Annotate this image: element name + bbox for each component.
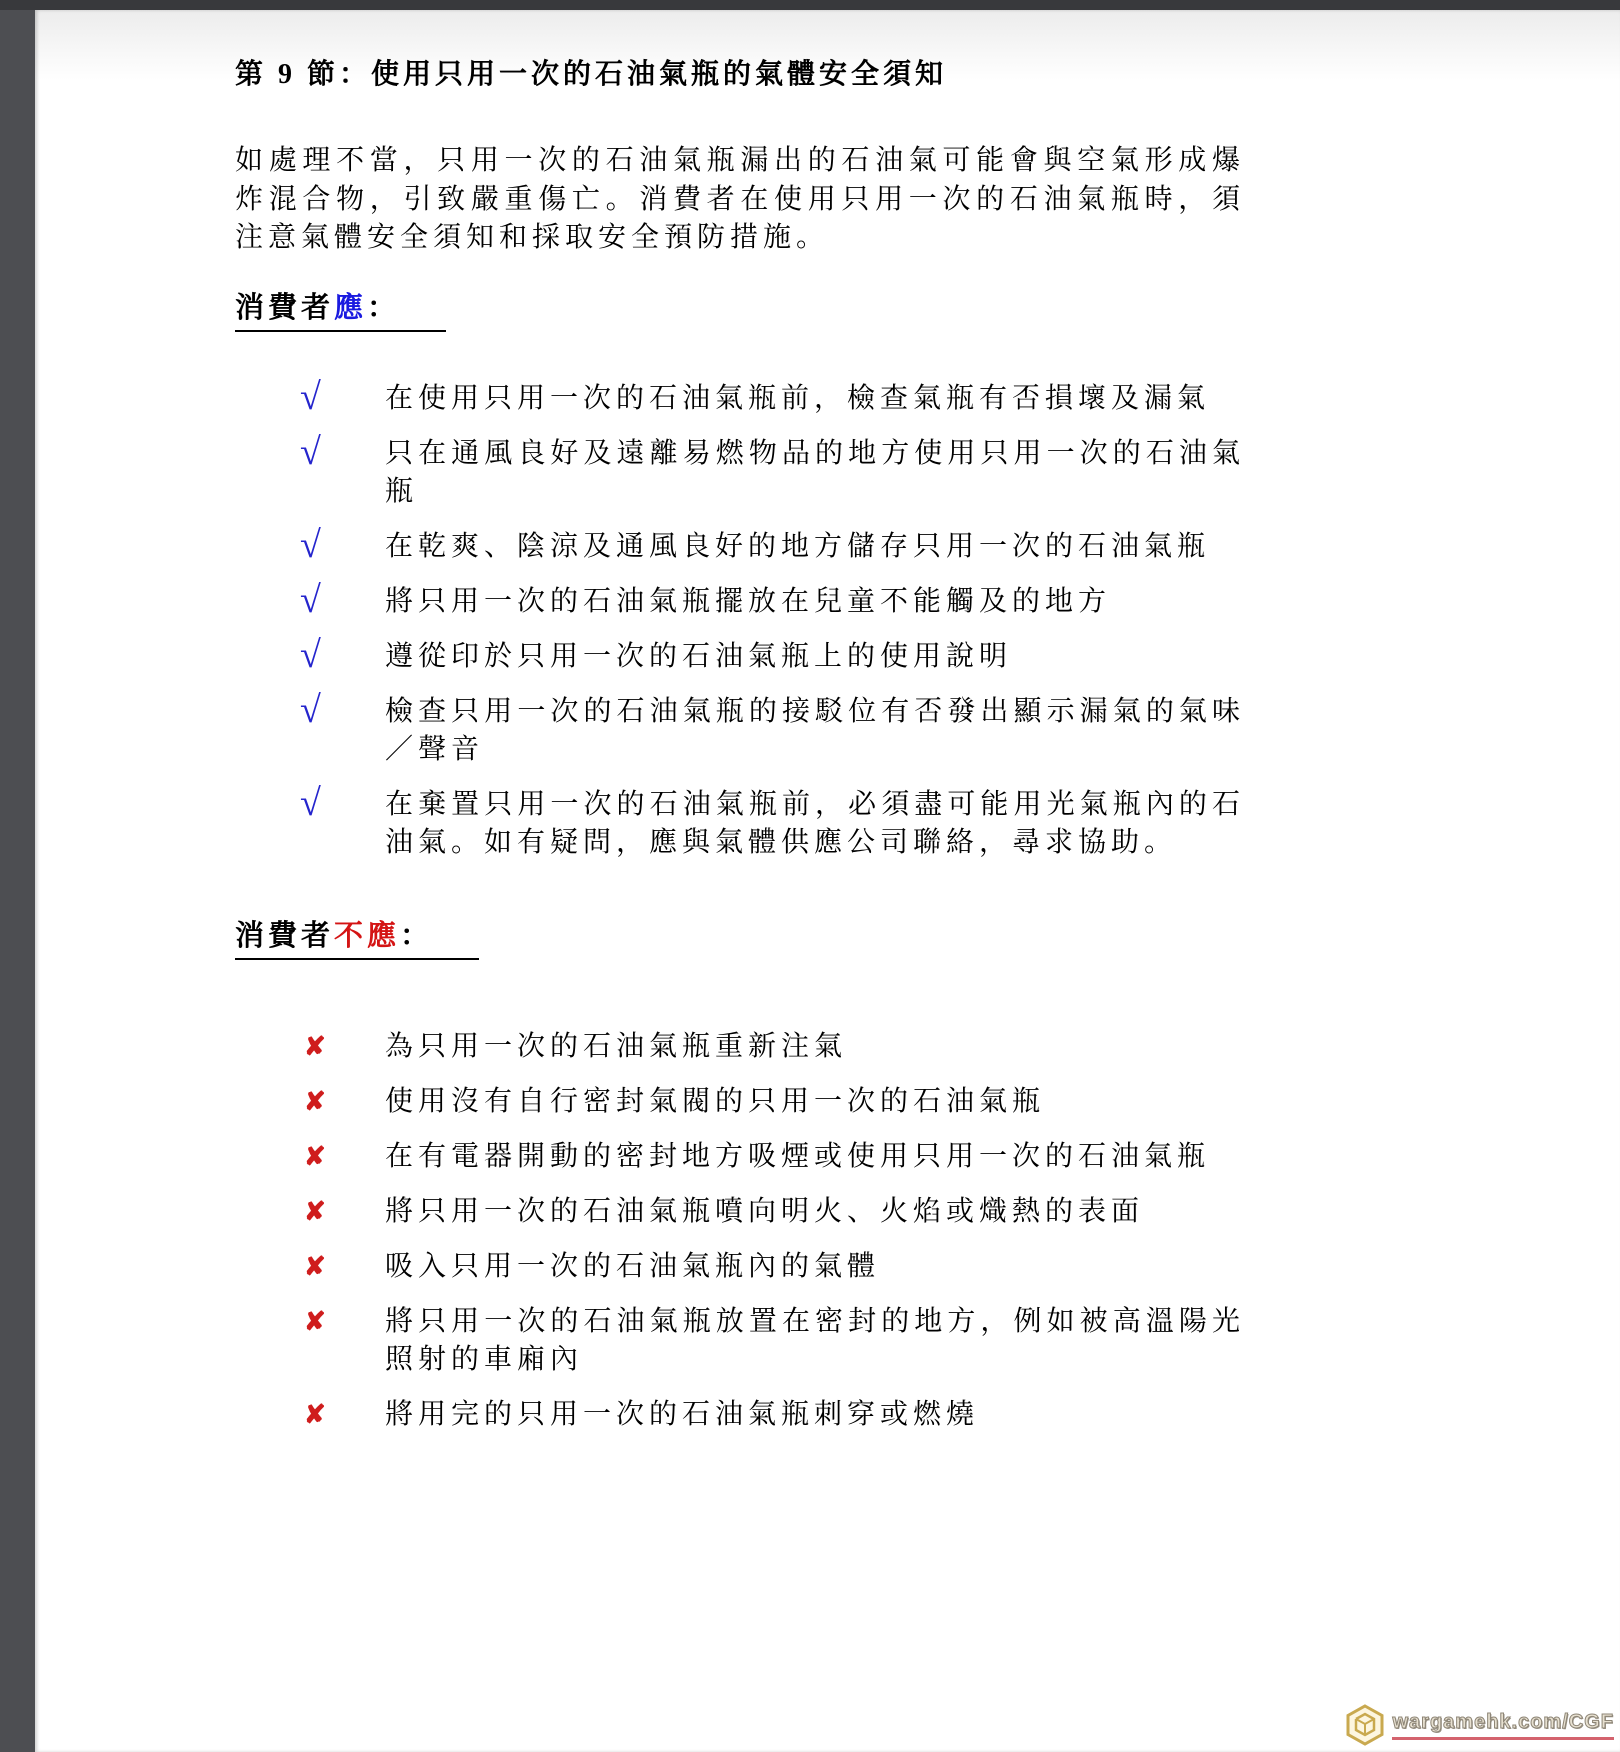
should-not-list: [235, 1028, 1245, 1434]
cross-icon: ✘: [304, 1031, 326, 1061]
check-marker-cell: [300, 633, 385, 676]
cross-marker-cell: [300, 1028, 385, 1066]
should-item-text: 在使用只用一次的石油氣瓶前，檢查氣瓶有否損壞及漏氣: [385, 382, 1211, 414]
should-item-text: 遵從印於只用一次的石油氣瓶上的使用說明: [385, 640, 1013, 672]
check-icon: √: [300, 375, 321, 418]
should-list-item: [235, 523, 1245, 566]
should-not-item-text: 將用完的只用一次的石油氣瓶刺穿或燃燒: [385, 1398, 980, 1430]
should-list-item: [235, 578, 1245, 621]
should-not-list-item: [235, 1396, 1245, 1434]
cross-icon: ✘: [304, 1251, 326, 1281]
should-heading: [235, 288, 1245, 332]
should-not-list-item: [235, 1138, 1245, 1176]
should-list: [235, 375, 1245, 862]
cross-marker-cell: [300, 1193, 385, 1231]
should-item-text: 只在通風良好及遠離易燃物品的地方使用只用一次的石油氣瓶: [385, 437, 1245, 507]
should-list-item: [235, 633, 1245, 676]
cross-marker-cell: [300, 1248, 385, 1286]
should-list-item: [235, 688, 1245, 769]
should-item-text: 將只用一次的石油氣瓶擺放在兒童不能觸及的地方: [385, 585, 1112, 617]
cross-marker-cell: [300, 1396, 385, 1434]
cross-marker-cell: [300, 1083, 385, 1121]
should-not-item-text: 在有電器開動的密封地方吸煙或使用只用一次的石油氣瓶: [385, 1140, 1211, 1172]
should-list-item: [235, 430, 1245, 511]
intro-paragraph: 如處理不當，只用一次的石油氣瓶漏出的石油氣可能會與空氣形成爆炸混合物，引致嚴重傷亡。消費者在使用只用一次的石油氣瓶時，須注意氣體安全須知和採取安全預防措施。: [235, 145, 1245, 253]
watermark-hexagon-logo: [1344, 1704, 1386, 1746]
cross-marker-cell: [300, 1303, 385, 1341]
should-list-item: [235, 781, 1245, 862]
should-item-text: 檢查只用一次的石油氣瓶的接駁位有否發出顯示漏氣的氣味／聲音: [385, 695, 1245, 765]
cross-icon: ✘: [304, 1306, 326, 1336]
watermark: [1344, 1704, 1614, 1746]
should-not-item-text: 為只用一次的石油氣瓶重新注氣: [385, 1030, 848, 1062]
cross-icon: ✘: [304, 1086, 326, 1116]
cross-icon: ✘: [304, 1399, 326, 1429]
page-title: 第 9 節：使用只用一次的石油氣瓶的氣體安全須知: [235, 59, 948, 90]
check-marker-cell: [300, 578, 385, 621]
should-not-heading-prefix: 消費者: [235, 919, 335, 952]
should-not-item-text: 吸入只用一次的石油氣瓶內的氣體: [385, 1250, 881, 1282]
should-not-heading: [235, 916, 1245, 960]
check-icon: √: [300, 578, 321, 621]
should-item-text: 在乾爽、陰涼及通風良好的地方儲存只用一次的石油氣瓶: [385, 530, 1211, 562]
should-not-list-item: [235, 1028, 1245, 1066]
check-marker-cell: [300, 430, 385, 473]
cross-icon: ✘: [304, 1196, 326, 1226]
should-list-item: [235, 375, 1245, 418]
should-not-list-item: [235, 1083, 1245, 1121]
should-not-heading-colon: ：: [400, 919, 434, 952]
watermark-text: wargamehk.com/CGF: [1392, 1711, 1614, 1740]
should-not-item-text: 將只用一次的石油氣瓶放置在密封的地方，例如被高溫陽光照射的車廂內: [385, 1305, 1245, 1375]
should-not-item-text: 使用沒有自行密封氣閥的只用一次的石油氣瓶: [385, 1085, 1046, 1117]
check-marker-cell: [300, 781, 385, 824]
should-heading-keyword: 應: [334, 291, 368, 324]
viewer-left-edge: [0, 0, 35, 1752]
check-marker-cell: [300, 375, 385, 418]
should-not-list-item: [235, 1303, 1245, 1379]
document-content: [235, 55, 1245, 1434]
document-page: [35, 10, 1620, 1752]
check-icon: √: [300, 523, 321, 566]
cross-marker-cell: [300, 1138, 385, 1176]
should-heading-prefix: 消費者: [235, 291, 335, 324]
check-icon: √: [300, 430, 321, 473]
check-marker-cell: [300, 688, 385, 731]
check-icon: √: [300, 688, 321, 731]
check-icon: √: [300, 781, 321, 824]
should-not-item-text: 將只用一次的石油氣瓶噴向明火、火焰或熾熱的表面: [385, 1195, 1145, 1227]
cross-icon: ✘: [304, 1141, 326, 1171]
should-not-list-item: [235, 1193, 1245, 1231]
should-not-list-item: [235, 1248, 1245, 1286]
should-not-heading-keyword: 不應: [334, 919, 401, 952]
check-marker-cell: [300, 523, 385, 566]
check-icon: √: [300, 633, 321, 676]
viewer-top-edge: [0, 0, 1620, 10]
should-heading-colon: ：: [367, 291, 401, 324]
should-item-text: 在棄置只用一次的石油氣瓶前，必須盡可能用光氣瓶內的石油氣。如有疑問，應與氣體供應公司聯絡，尋求協助。: [385, 788, 1245, 858]
